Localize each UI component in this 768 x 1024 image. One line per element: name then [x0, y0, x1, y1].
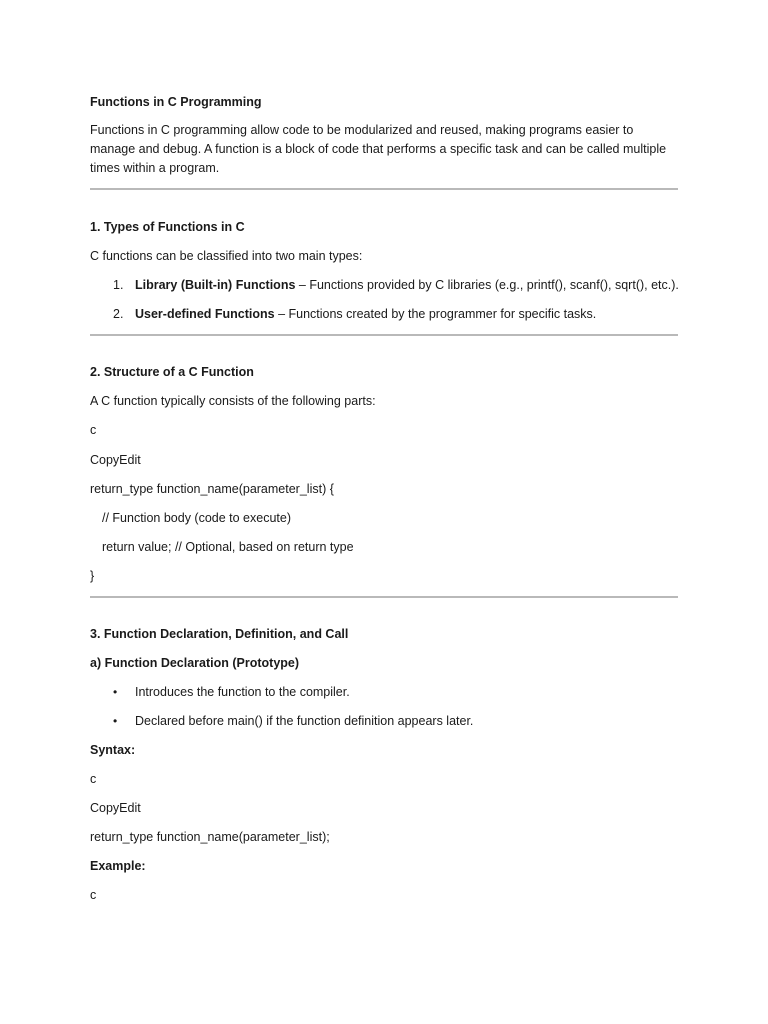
bullet-item: Introduces the function to the compiler.: [135, 685, 350, 699]
bullet-dot: •: [113, 685, 118, 699]
code-language-label: c: [90, 772, 97, 786]
section-lead: C functions can be classified into two main types:: [90, 249, 363, 263]
document-page: [90, 0, 678, 1024]
list-item-number: 1.: [113, 278, 124, 292]
subsection-heading: a) Function Declaration (Prototype): [90, 656, 300, 670]
code-language-label: c: [90, 888, 97, 902]
code-line: }: [90, 569, 95, 583]
document-title: Functions in C Programming: [90, 95, 262, 109]
list-item-desc: – Functions provided by C libraries (e.g., printf(), scanf(), sqrt(), etc.).: [295, 278, 679, 292]
list-item: [135, 277, 679, 293]
copy-edit-label: CopyEdit: [90, 801, 141, 815]
section-lead: A C function typically consists of the following parts:: [90, 394, 376, 408]
intro-paragraph: Functions in C programming allow code to be modularized and reused, making programs easier to manage and debug. A function is a block of code that performs a specific task and can be called multiple times within a program.: [90, 123, 667, 175]
code-line: return_type function_name(parameter_list);: [90, 830, 330, 844]
section-heading: 1. Types of Functions in C: [90, 220, 245, 234]
copy-edit-label: CopyEdit: [90, 453, 141, 467]
bullet-item: Declared before main() if the function definition appears later.: [135, 714, 474, 728]
list-item-desc: – Functions created by the programmer for specific tasks.: [274, 307, 597, 321]
list-item-term: Library (Built-in) Functions: [135, 278, 296, 292]
section-heading: 2. Structure of a C Function: [90, 365, 254, 379]
list-item-term: User-defined Functions: [135, 307, 275, 321]
list-item: [135, 306, 596, 322]
code-line: return_type function_name(parameter_list) {: [90, 482, 334, 496]
syntax-label: Syntax:: [90, 743, 136, 757]
divider: [90, 334, 678, 336]
code-language-label: c: [90, 423, 97, 437]
code-line: // Function body (code to execute): [102, 511, 291, 525]
divider: [90, 596, 678, 598]
list-item-number: 2.: [113, 307, 124, 321]
code-line: return value; // Optional, based on return type: [102, 540, 354, 554]
section-heading: 3. Function Declaration, Definition, and Call: [90, 627, 349, 641]
bullet-dot: •: [113, 714, 118, 728]
divider: [90, 188, 678, 190]
example-label: Example:: [90, 859, 146, 873]
